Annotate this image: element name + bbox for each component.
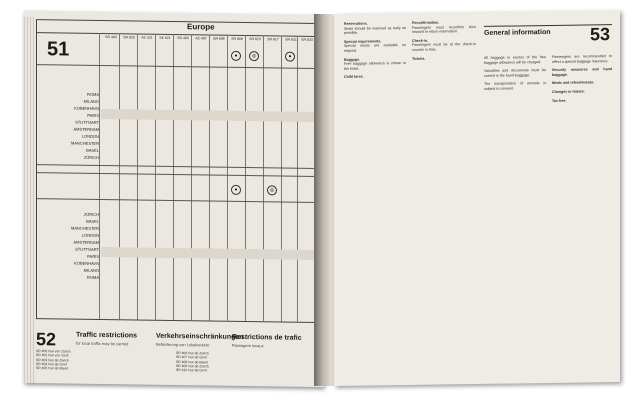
column-header: SR 623 [249, 37, 261, 42]
paragraph: Free baggage allowance is shown in the ticket. [344, 61, 406, 71]
list-item: SR 400 Nur von Zürich [36, 349, 71, 354]
paragraph: Passengers must be at the check-in counter in time. [412, 42, 476, 52]
paragraph: Seats should be reserved as early as possible. [344, 25, 406, 36]
list-item: SR 403 Nur ab Zürich [36, 357, 69, 363]
timetable [36, 19, 318, 323]
paragraph-heading: Child fares. [344, 74, 364, 80]
paragraph: Valuables and documents must be carried in the hand-baggage. [484, 68, 546, 78]
section-subtitle-fr: Passagers locaux [232, 342, 264, 349]
column-header: SR 403 [177, 36, 189, 41]
station: STUTTGART [75, 119, 99, 125]
column-header: SR 633 [301, 37, 313, 42]
page-number: 52 [36, 329, 57, 350]
station: MANCHESTER [70, 140, 99, 146]
section-subtitle: for local traffic may be carried [76, 340, 129, 347]
traffic-restrictions [36, 329, 316, 373]
grid-line [37, 198, 317, 203]
shaded-band [101, 109, 317, 122]
text-column [412, 20, 476, 61]
column-header: AZ 421 [141, 35, 153, 40]
list-item: SR 408 Nur ab Basel [176, 359, 208, 365]
paragraph: Special meals are available on request. [344, 43, 406, 53]
column-header: SR 617 [267, 37, 279, 42]
paragraph-heading: Tickets. [412, 56, 426, 61]
paragraph: Passengers are recommended to effect a special baggage insurance. [552, 54, 612, 64]
grid-line [209, 34, 210, 320]
station: ROMA [87, 274, 99, 280]
grid-line [137, 33, 138, 319]
paragraph-heading: Security measures and hand baggage. [552, 67, 612, 77]
grid-line [99, 33, 100, 319]
symbol-icon: ◎ [267, 185, 277, 195]
grid-line [173, 34, 174, 320]
column-header: SK 621 [159, 35, 171, 40]
paragraph-heading: Tax free. [552, 98, 567, 103]
station: PARIS [87, 253, 99, 259]
station: ZÜRICH [83, 211, 99, 217]
column-header: SR 621 [285, 37, 297, 42]
symbol-icon: ● [285, 52, 295, 62]
grid-line [245, 35, 246, 321]
symbol-icon: ● [231, 185, 241, 195]
paragraph-heading: Reconfirmation. [412, 20, 440, 25]
station: KOBENHAVN [74, 105, 99, 111]
text-column [484, 55, 546, 91]
station-list-return [41, 210, 99, 281]
page-title: General information [484, 28, 551, 37]
text-column [344, 21, 406, 80]
grid-line [281, 35, 282, 321]
paragraph: Passengers must reconfirm their onward or return reservation. [412, 24, 476, 35]
column-header: SR 608 [231, 36, 243, 41]
paragraph-heading: Meals and refreshments. [552, 80, 595, 86]
list-item: SR 402 Nur von Genf [36, 353, 69, 358]
paragraph-heading: Baggage. [344, 57, 361, 62]
station: KOBENHAVN [74, 260, 99, 266]
paragraph-heading: Changes in tickets. [552, 89, 585, 94]
paragraph: All baggage in excess of the free baggage allowance will be charged. [484, 55, 546, 65]
symbol-icon: ● [231, 51, 241, 61]
station: BASEL [86, 218, 99, 224]
page-edge [24, 17, 36, 387]
paragraph: The transportation of animals is subject to consent. [484, 81, 546, 91]
section-title-de: Verkehrseinschränkungen [156, 332, 244, 341]
booklet [14, 10, 634, 392]
column-header: AZ 407 [195, 36, 207, 41]
left-page [24, 11, 324, 387]
station: ROMA [87, 91, 99, 97]
paragraph-heading: Reservations. [344, 21, 368, 26]
grid-line [155, 34, 156, 320]
station: MILANO [83, 267, 99, 273]
page-number: 53 [590, 24, 611, 45]
text-column [552, 54, 612, 103]
grid-line [119, 33, 120, 319]
restriction-list [36, 349, 71, 371]
list-item: SR 405 Nur ab Basel [36, 366, 68, 371]
station: AMSTERDAM [73, 126, 99, 132]
column-header: BA 609 [213, 36, 225, 41]
station: BASEL [86, 147, 99, 153]
column-header: SR 403 [105, 35, 117, 40]
station: STUTTGART [75, 246, 99, 252]
station: ZÜRICH [83, 154, 99, 160]
list-item: SR 409 Nur ab Zürich [176, 363, 209, 369]
station: AMSTERDAM [73, 239, 99, 245]
grid-line [263, 35, 264, 321]
list-item: SR 410 Nur ab Genf [176, 368, 207, 373]
station: LONDON [81, 232, 99, 238]
station: LONDON [81, 133, 99, 139]
grid-line [297, 36, 298, 322]
paragraph-heading: Special requirements. [344, 39, 382, 44]
list-item: SR 406 Nur ab Zürich [176, 351, 209, 356]
page-number: 51 [47, 38, 70, 61]
shaded-band [101, 247, 317, 260]
section-subtitle-de: Beförderung von Lokalverkehr [156, 341, 210, 348]
station-list-outbound [41, 90, 99, 161]
grid-line [37, 172, 317, 177]
station: PARIS [87, 112, 99, 118]
list-item: SR 407 Nur ab Genf [176, 355, 207, 360]
column-header: SR 625 [123, 35, 135, 40]
list-item: SR 404 Nur ab Genf [36, 361, 67, 367]
section-title: Traffic restrictions [76, 331, 138, 340]
grid-line [37, 64, 317, 69]
paragraph-heading: Check-in. [412, 38, 429, 43]
station: MILANO [83, 98, 99, 104]
symbol-icon: ◎ [249, 51, 259, 61]
station: MANCHESTER [70, 225, 99, 231]
grid-line [37, 164, 317, 169]
grid-line [227, 35, 228, 321]
grid-line [191, 34, 192, 320]
section-title: Europe [187, 22, 215, 32]
restriction-list [176, 351, 209, 373]
section-title-fr: Restrictions de trafic [232, 333, 302, 342]
right-page [334, 10, 620, 386]
